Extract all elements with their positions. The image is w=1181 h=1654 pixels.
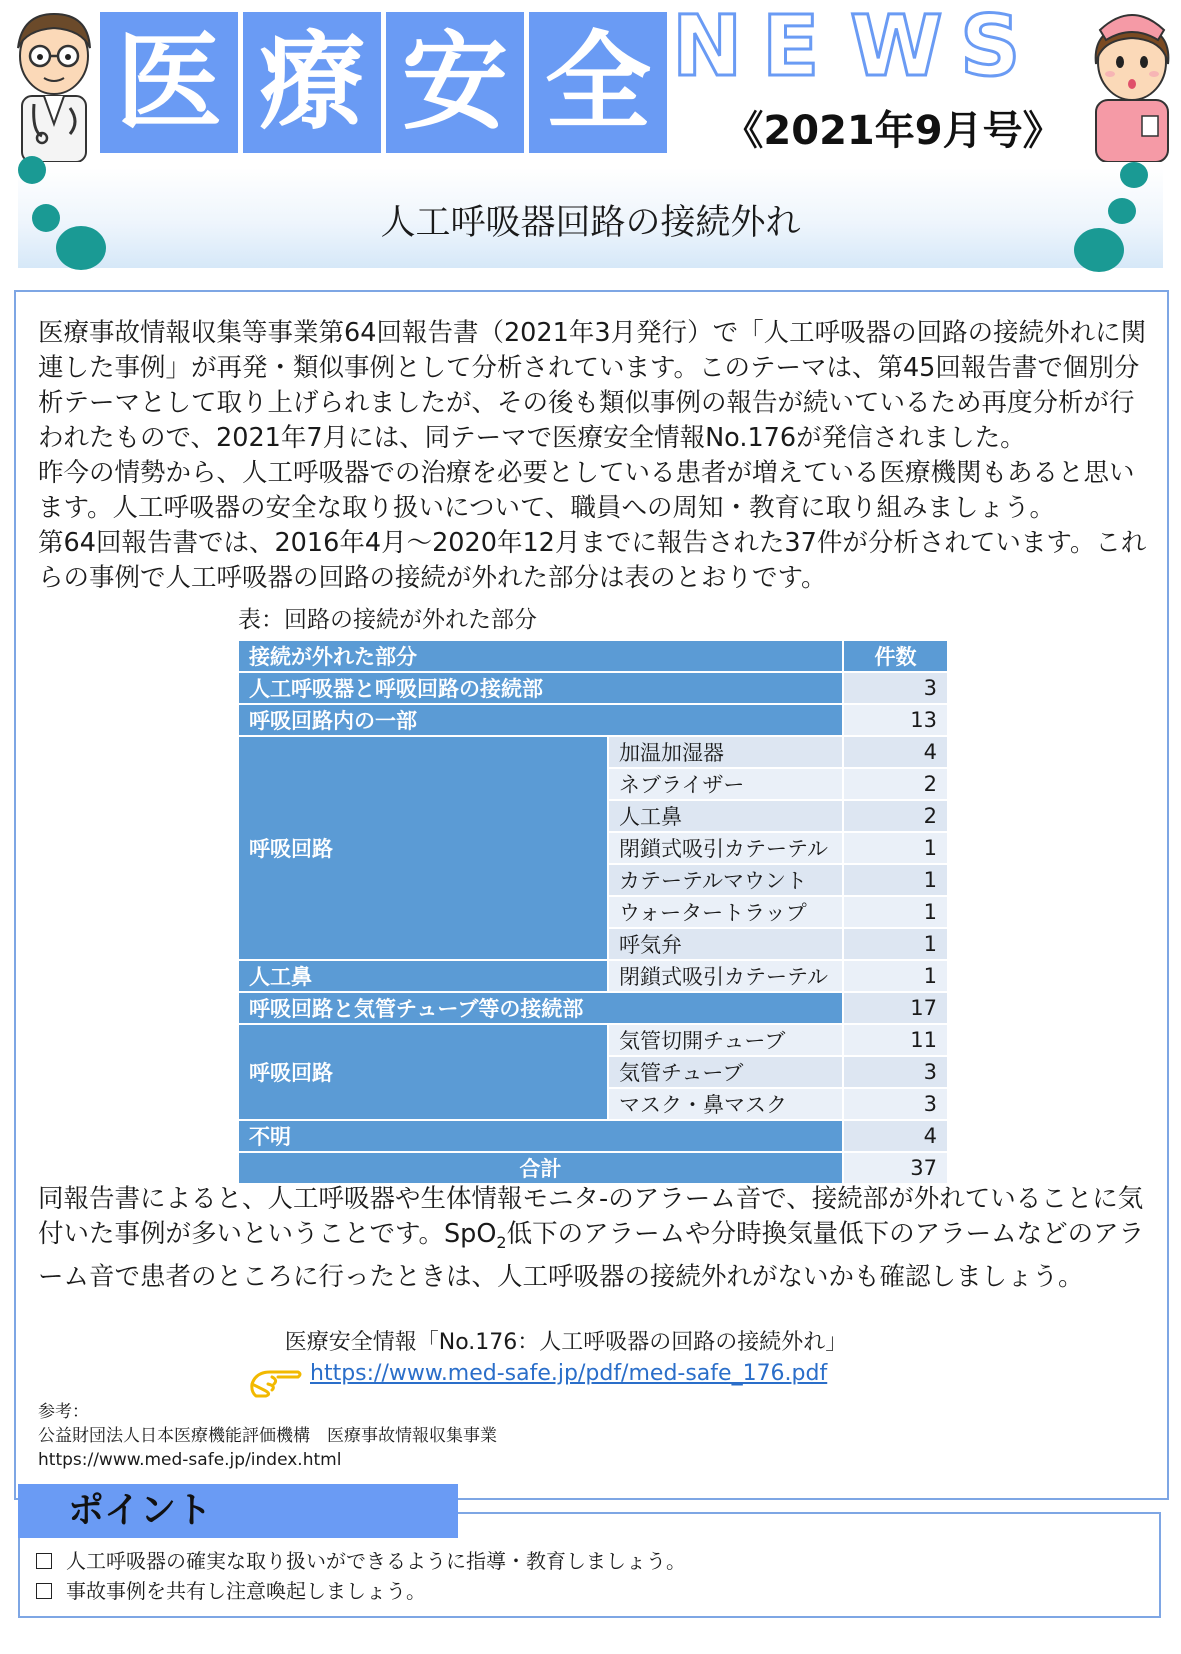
decor-dot-icon — [1108, 198, 1136, 224]
article-body-frame — [14, 290, 1169, 1500]
table-total-count: 37 — [843, 1152, 948, 1184]
point-item-text: 人工呼吸器の確実な取り扱いができるように指導・教育しましょう。 — [66, 1549, 686, 1573]
table-row — [238, 704, 948, 736]
alarm-text-1: 同報告書によると、人工呼吸器や生体情報モニタ-のアラーム音で、接続部が外れていることに気付いた事例が多いということです。 — [38, 1184, 1144, 1249]
table-row — [238, 1120, 948, 1152]
table-cell-label: 呼吸回路内の一部 — [238, 704, 843, 736]
table-total-row — [238, 1152, 948, 1184]
table-cell-group-label: 呼吸回路 — [238, 736, 608, 960]
table-cell-sublabel: 閉鎖式吸引カテーテル — [608, 832, 843, 864]
news-letter-s: S — [960, 0, 1021, 95]
decor-dot-icon — [32, 204, 60, 232]
news-letter-n: N — [672, 0, 743, 95]
issue-date: 《2021年9月号》 — [723, 108, 1063, 154]
alarm-text-2: 低下のアラームや分時換気量低下のアラームなどのアラーム音で患者のところに行ったときは、人工呼吸器の接続外れがないかも確認しましょう。 — [38, 1219, 1145, 1293]
article-title-band — [18, 168, 1163, 268]
table-row — [238, 992, 948, 1024]
reference-org: 公益財団法人日本医療機能評価機構 医療事故情報収集事業 — [38, 1426, 497, 1446]
decor-dot-icon — [1120, 162, 1148, 188]
table-row — [238, 1024, 948, 1056]
intro-paragraph-1: 医療事故情報収集等事業第64回報告書（2021年3月発行）で「人工呼吸器の回路の接続外れに関連した事例」が再発・類似事例として分析されています。このテーマは、第45回報告書で個別分析テーマとして取り上げられましたが、その後も類似事例の報告が続いているため再度分析が行われたもので、2021年7月には、同テーマで医療安全情報No.176が発信されました。 — [38, 318, 1147, 453]
spo2-label: SpO — [443, 1219, 497, 1249]
table-cell-count: 3 — [843, 672, 948, 704]
table-cell-group-label: 呼吸回路 — [238, 1024, 608, 1120]
disconnection-table — [238, 640, 948, 1184]
table-cell-count: 13 — [843, 704, 948, 736]
intro-paragraph-2: 昨今の情勢から、人工呼吸器での治療を必要としている患者が増えている医療機関もあると思います。人工呼吸器の安全な取り扱いについて、職員への周知・教育に取り組みましょう。 — [38, 458, 1135, 523]
point-item — [36, 1546, 1136, 1576]
table-cell-count: 1 — [843, 832, 948, 864]
newsletter-header — [0, 0, 1181, 160]
table-cell-sublabel: 気管チューブ — [608, 1056, 843, 1088]
table-row — [238, 960, 948, 992]
reference-label: 参考： — [38, 1402, 89, 1422]
table-cell-label: 人工鼻 — [238, 960, 608, 992]
table-row — [238, 672, 948, 704]
spo2-subscript: 2 — [496, 1233, 507, 1253]
table-cell-count: 4 — [843, 736, 948, 768]
decor-dot-icon — [56, 226, 106, 270]
nurse-mascot-icon — [1082, 4, 1181, 162]
point-heading-tab — [18, 1484, 458, 1538]
table-cell-count: 1 — [843, 864, 948, 896]
table-cell-sublabel: 気管切開チューブ — [608, 1024, 843, 1056]
med-safe-176-link[interactable]: https://www.med-safe.jp/pdf/med-safe_176.pdf — [310, 1361, 828, 1386]
table-cell-count: 17 — [843, 992, 948, 1024]
table-cell-sublabel: カテーテルマウント — [608, 864, 843, 896]
alarm-paragraph — [38, 1182, 1153, 1295]
point-list — [36, 1546, 1136, 1606]
table-cell-sublabel: 人工鼻 — [608, 800, 843, 832]
checkbox-icon — [36, 1583, 52, 1599]
decor-dot-icon — [1074, 228, 1124, 272]
pointing-hand-icon — [248, 1362, 304, 1398]
title-kanji-2: 療 — [243, 12, 381, 153]
table-row — [238, 736, 948, 768]
table-cell-count: 2 — [843, 800, 948, 832]
table-header-row — [238, 640, 948, 672]
table-cell-sublabel: ウォータートラップ — [608, 896, 843, 928]
point-item — [36, 1576, 1136, 1606]
table-cell-count: 2 — [843, 768, 948, 800]
table-cell-sublabel: 閉鎖式吸引カテーテル — [608, 960, 843, 992]
table-header-count: 件数 — [843, 640, 948, 672]
table-cell-count: 1 — [843, 960, 948, 992]
title-kanji-4: 全 — [529, 12, 667, 153]
table-cell-count: 1 — [843, 896, 948, 928]
table-cell-count: 11 — [843, 1024, 948, 1056]
checkbox-icon — [36, 1553, 52, 1569]
table-total-label: 合計 — [238, 1152, 843, 1184]
table-cell-sublabel: ネブライザー — [608, 768, 843, 800]
table-cell-sublabel: 呼気弁 — [608, 928, 843, 960]
reference-org-url: https://www.med-safe.jp/index.html — [38, 1450, 342, 1470]
news-letter-e: E — [762, 0, 820, 95]
table-cell-count: 1 — [843, 928, 948, 960]
table-cell-sublabel: マスク・鼻マスク — [608, 1088, 843, 1120]
point-item-text: 事故事例を共有し注意喚起しましょう。 — [66, 1579, 426, 1603]
article-title: 人工呼吸器回路の接続外れ — [380, 203, 801, 243]
decor-dot-icon — [18, 156, 46, 184]
table-cell-count: 3 — [843, 1088, 948, 1120]
table-cell-label: 呼吸回路と気管チューブ等の接続部 — [238, 992, 843, 1024]
news-letter-w: W — [850, 0, 943, 95]
table-caption: 表：回路の接続が外れた部分 — [238, 607, 537, 633]
title-kanji-3: 安 — [386, 12, 524, 153]
point-heading: ポイント — [68, 1490, 213, 1531]
intro-paragraph-3: 第64回報告書では、2016年4月～2020年12月までに報告された37件が分析されています。これらの事例で人工呼吸器の回路の接続が外れた部分は表のとおりです。 — [38, 528, 1147, 593]
table-cell-sublabel: 加温加湿器 — [608, 736, 843, 768]
table-cell-count: 4 — [843, 1120, 948, 1152]
table-cell-label: 不明 — [238, 1120, 843, 1152]
intro-text — [38, 316, 1153, 596]
table-cell-count: 3 — [843, 1056, 948, 1088]
table-header-part: 接続が外れた部分 — [238, 640, 843, 672]
reference-block — [38, 1400, 738, 1472]
title-kanji-1: 医 — [100, 12, 238, 153]
table-cell-label: 人工呼吸器と呼吸回路の接続部 — [238, 672, 843, 704]
doctor-mascot-icon — [4, 4, 104, 162]
safety-info-title: 医療安全情報「No.176：人工呼吸器の回路の接続外れ」 — [284, 1330, 848, 1355]
